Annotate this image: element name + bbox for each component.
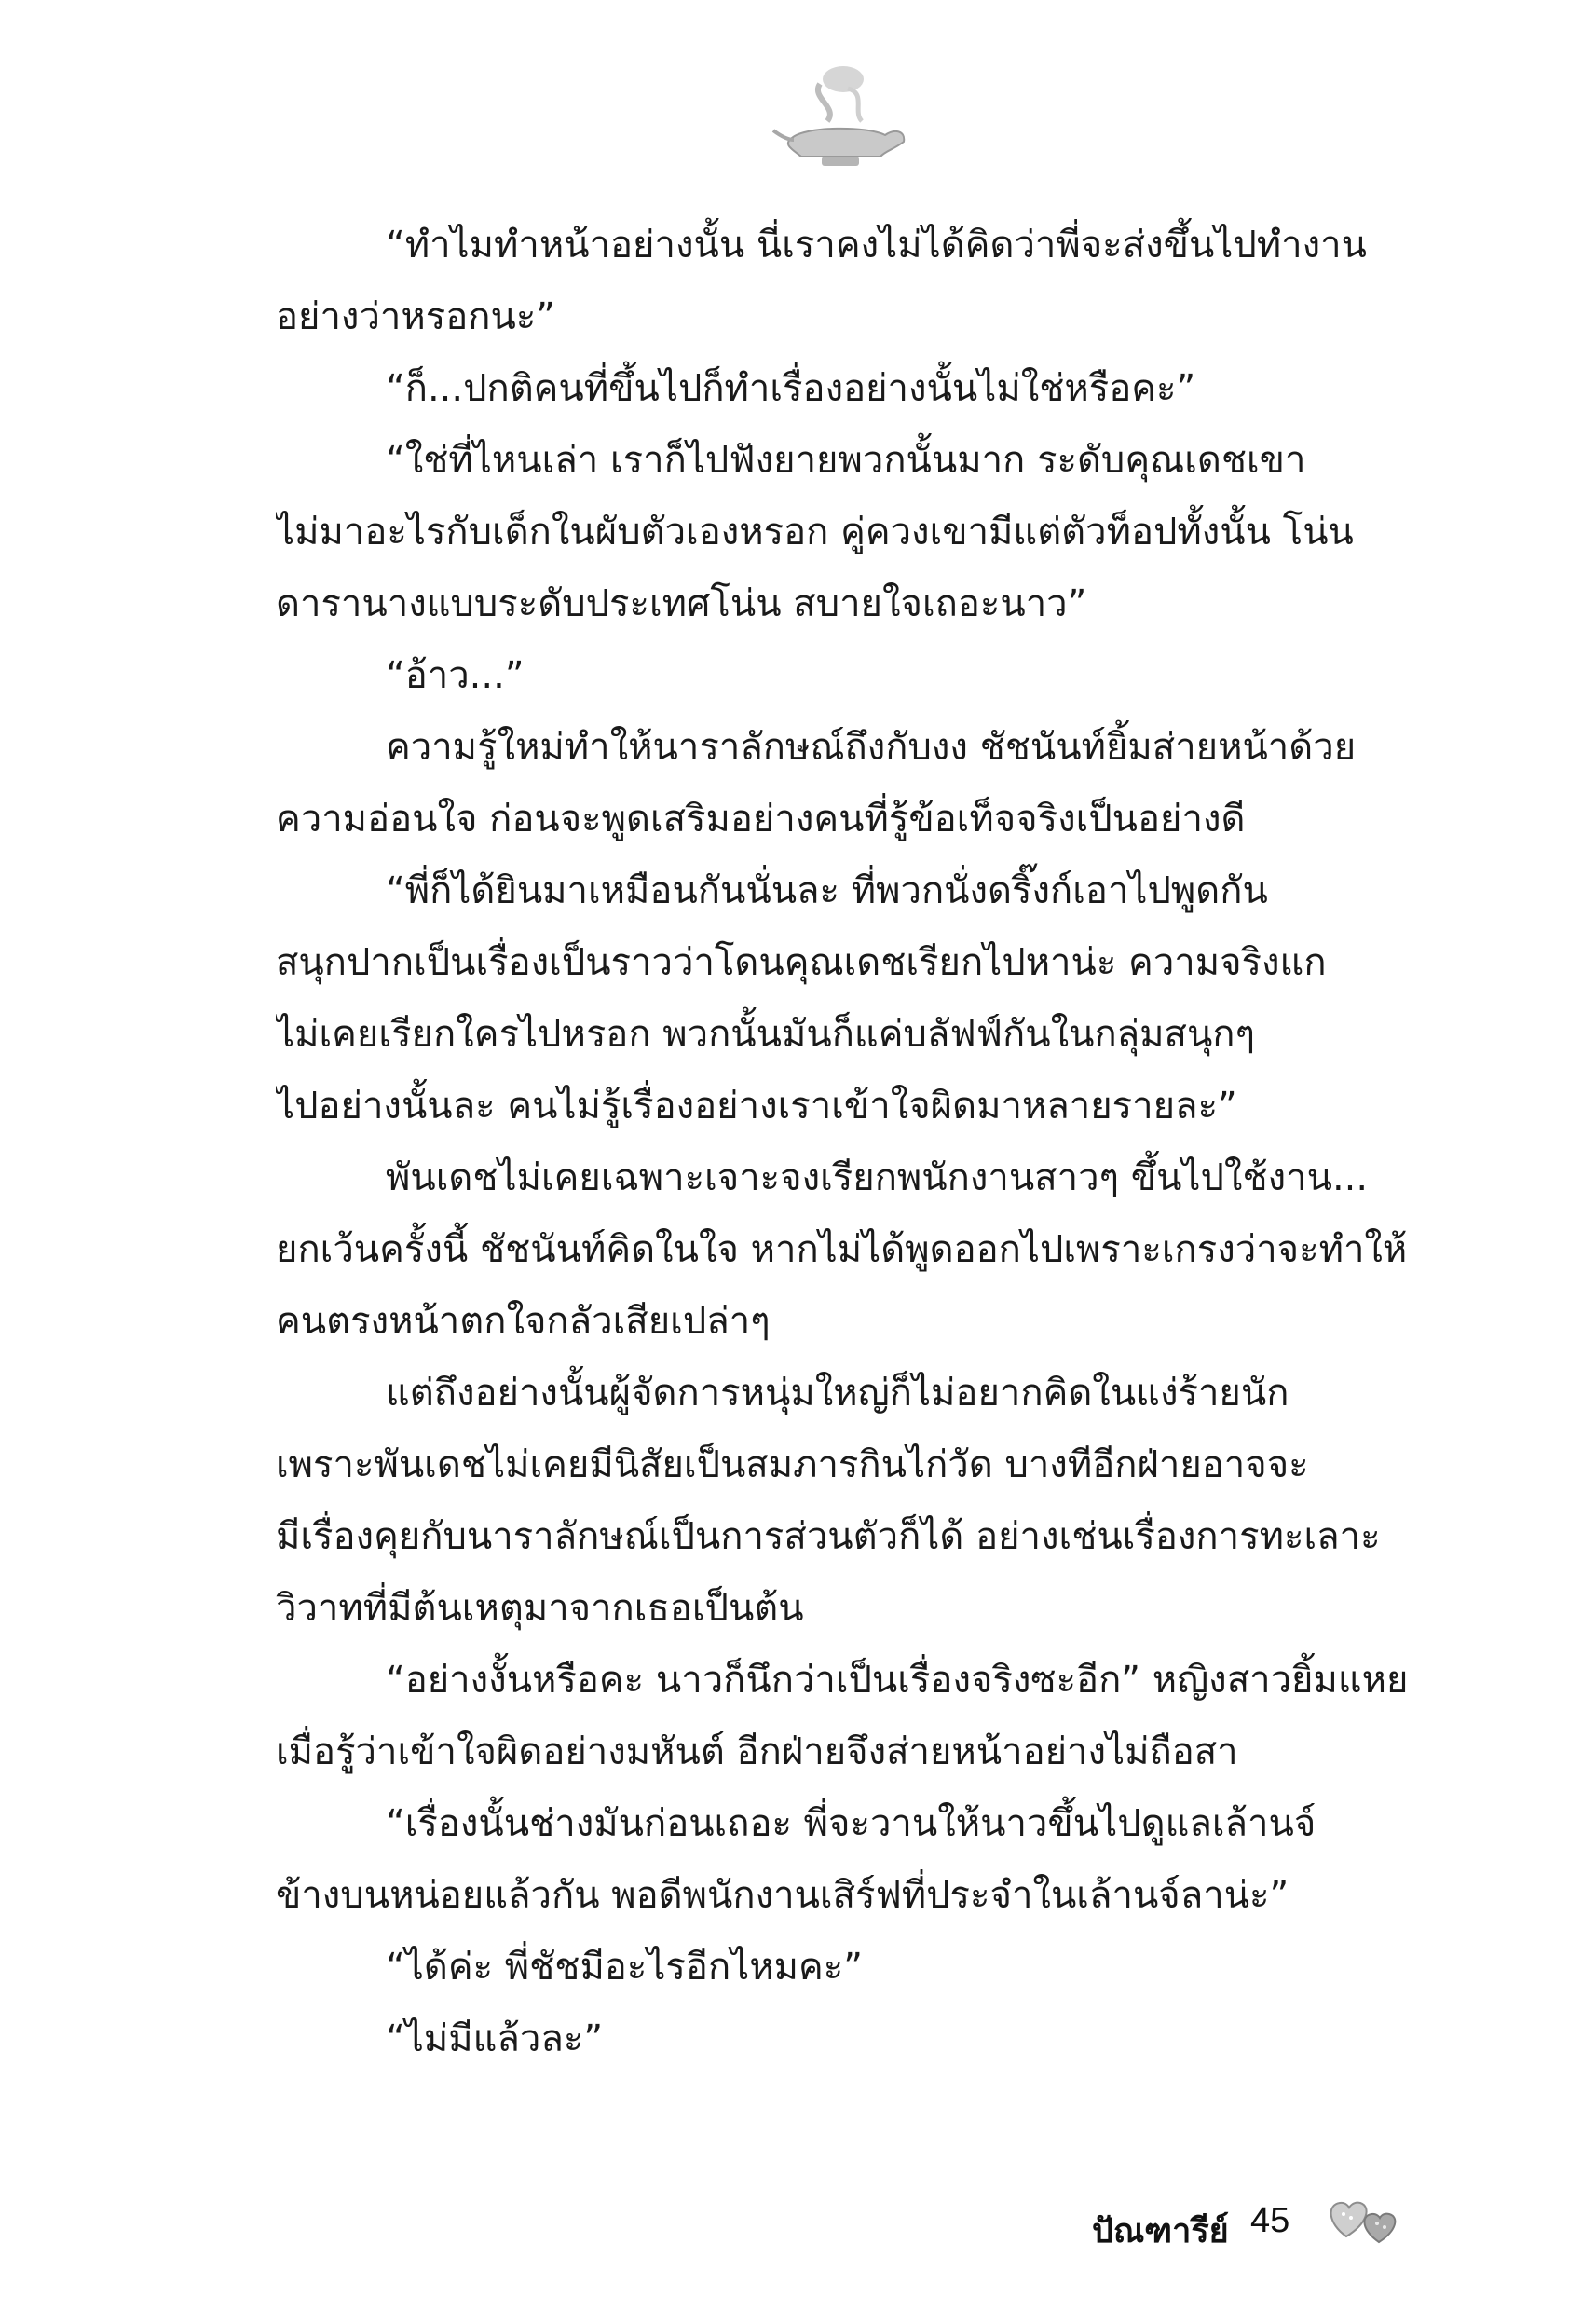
page-number: 45 [1250, 2201, 1290, 2240]
text-line: มีเรื่องคุยกับนาราลักษณ์เป็นการส่วนตัวก็ได้ อย่างเช่นเรื่องการทะเลาะ [276, 1515, 1381, 1558]
text-line: ดารานางแบบระดับประเทศโน่น สบายใจเถอะนาว” [276, 582, 1087, 625]
text-line: “ก็...ปกติคนที่ขึ้นไปก็ทำเรื่องอย่างนั้นไม่ใช่หรือคะ” [386, 367, 1196, 410]
text-line: “ได้ค่ะ พี่ชัชมีอะไรอีกไหมคะ” [386, 1946, 863, 1989]
text-line: เมื่อรู้ว่าเข้าใจผิดอย่างมหันต์ อีกฝ่ายจึงส่ายหน้าอย่างไม่ถือสา [276, 1730, 1238, 1773]
book-title: ปัณฑารีย์ [1092, 2212, 1229, 2250]
genie-lamp-icon [755, 56, 913, 172]
text-line: “ทำไมทำหน้าอย่างนั้น นี่เราคงไม่ได้คิดว่าพี่จะส่งขึ้นไปทำงาน [386, 224, 1367, 267]
text-line: “ไม่มีแล้วละ” [386, 2017, 604, 2060]
text-line: สนุกปากเป็นเรื่องเป็นราวว่าโดนคุณเดชเรียกไปหาน่ะ ความจริงแก [276, 941, 1327, 984]
text-line: ความรู้ใหม่ทำให้นาราลักษณ์ถึงกับงง ชัชนันท์ยิ้มส่ายหน้าด้วย [386, 726, 1357, 769]
text-line: ไปอย่างนั้นละ คนไม่รู้เรื่องอย่างเราเข้าใจผิดมาหลายรายละ” [276, 1085, 1237, 1128]
text-line: “เรื่องนั้นช่างมันก่อนเถอะ พี่จะวานให้นาวขึ้นไปดูแลเล้านจ์ [386, 1802, 1316, 1845]
text-line: พันเดชไม่เคยเฉพาะเจาะจงเรียกพนักงานสาวๆ ขึ้นไปใช้งาน... [386, 1156, 1369, 1199]
text-line: “อย่างงั้นหรือคะ นาวก็นึกว่าเป็นเรื่องจริงซะอีก” หญิงสาวยิ้มแหย [386, 1659, 1409, 1702]
text-line: ไม่เคยเรียกใครไปหรอก พวกนั้นมันก็แค่บลัฟฟ์กันในกลุ่มสนุกๆ [276, 1013, 1255, 1056]
text-line: “ใช่ที่ไหนเล่า เราก็ไปฟังยายพวกนั้นมาก ระดับคุณเดชเขา [386, 439, 1306, 482]
text-line: แต่ถึงอย่างนั้นผู้จัดการหนุ่มใหญ่ก็ไม่อยากคิดในแง่ร้ายนัก [386, 1372, 1289, 1415]
text-line: “อ้าว...” [386, 654, 525, 697]
text-line: วิวาทที่มีต้นเหตุมาจากเธอเป็นต้น [276, 1587, 804, 1630]
body-text [276, 210, 1414, 2075]
text-line: เพราะพันเดชไม่เคยมีนิสัยเป็นสมภารกินไก่วัด บางทีอีกฝ่ายอาจจะ [276, 1443, 1309, 1486]
text-line: ไม่มาอะไรกับเด็กในผับตัวเองหรอก คู่ควงเขามีแต่ตัวท็อปทั้งนั้น โน่น [276, 511, 1354, 554]
hearts-icon [1323, 2190, 1407, 2246]
text-line: อย่างว่าหรอกนะ” [276, 295, 556, 338]
text-line: ยกเว้นครั้งนี้ ชัชนันท์คิดในใจ หากไม่ได้พูดออกไปเพราะเกรงว่าจะทำให้ [276, 1228, 1408, 1271]
text-line: ความอ่อนใจ ก่อนจะพูดเสริมอย่างคนที่รู้ข้อเท็จจริงเป็นอย่างดี [276, 798, 1246, 841]
text-line: “พี่ก็ได้ยินมาเหมือนกันนั่นละ ที่พวกนั่งดริ๊งก์เอาไปพูดกัน [386, 869, 1268, 912]
text-line: ข้างบนหน่อยแล้วกัน พอดีพนักงานเสิร์ฟที่ประจำในเล้านจ์ลาน่ะ” [276, 1874, 1289, 1917]
text-line: คนตรงหน้าตกใจกลัวเสียเปล่าๆ [276, 1300, 771, 1343]
